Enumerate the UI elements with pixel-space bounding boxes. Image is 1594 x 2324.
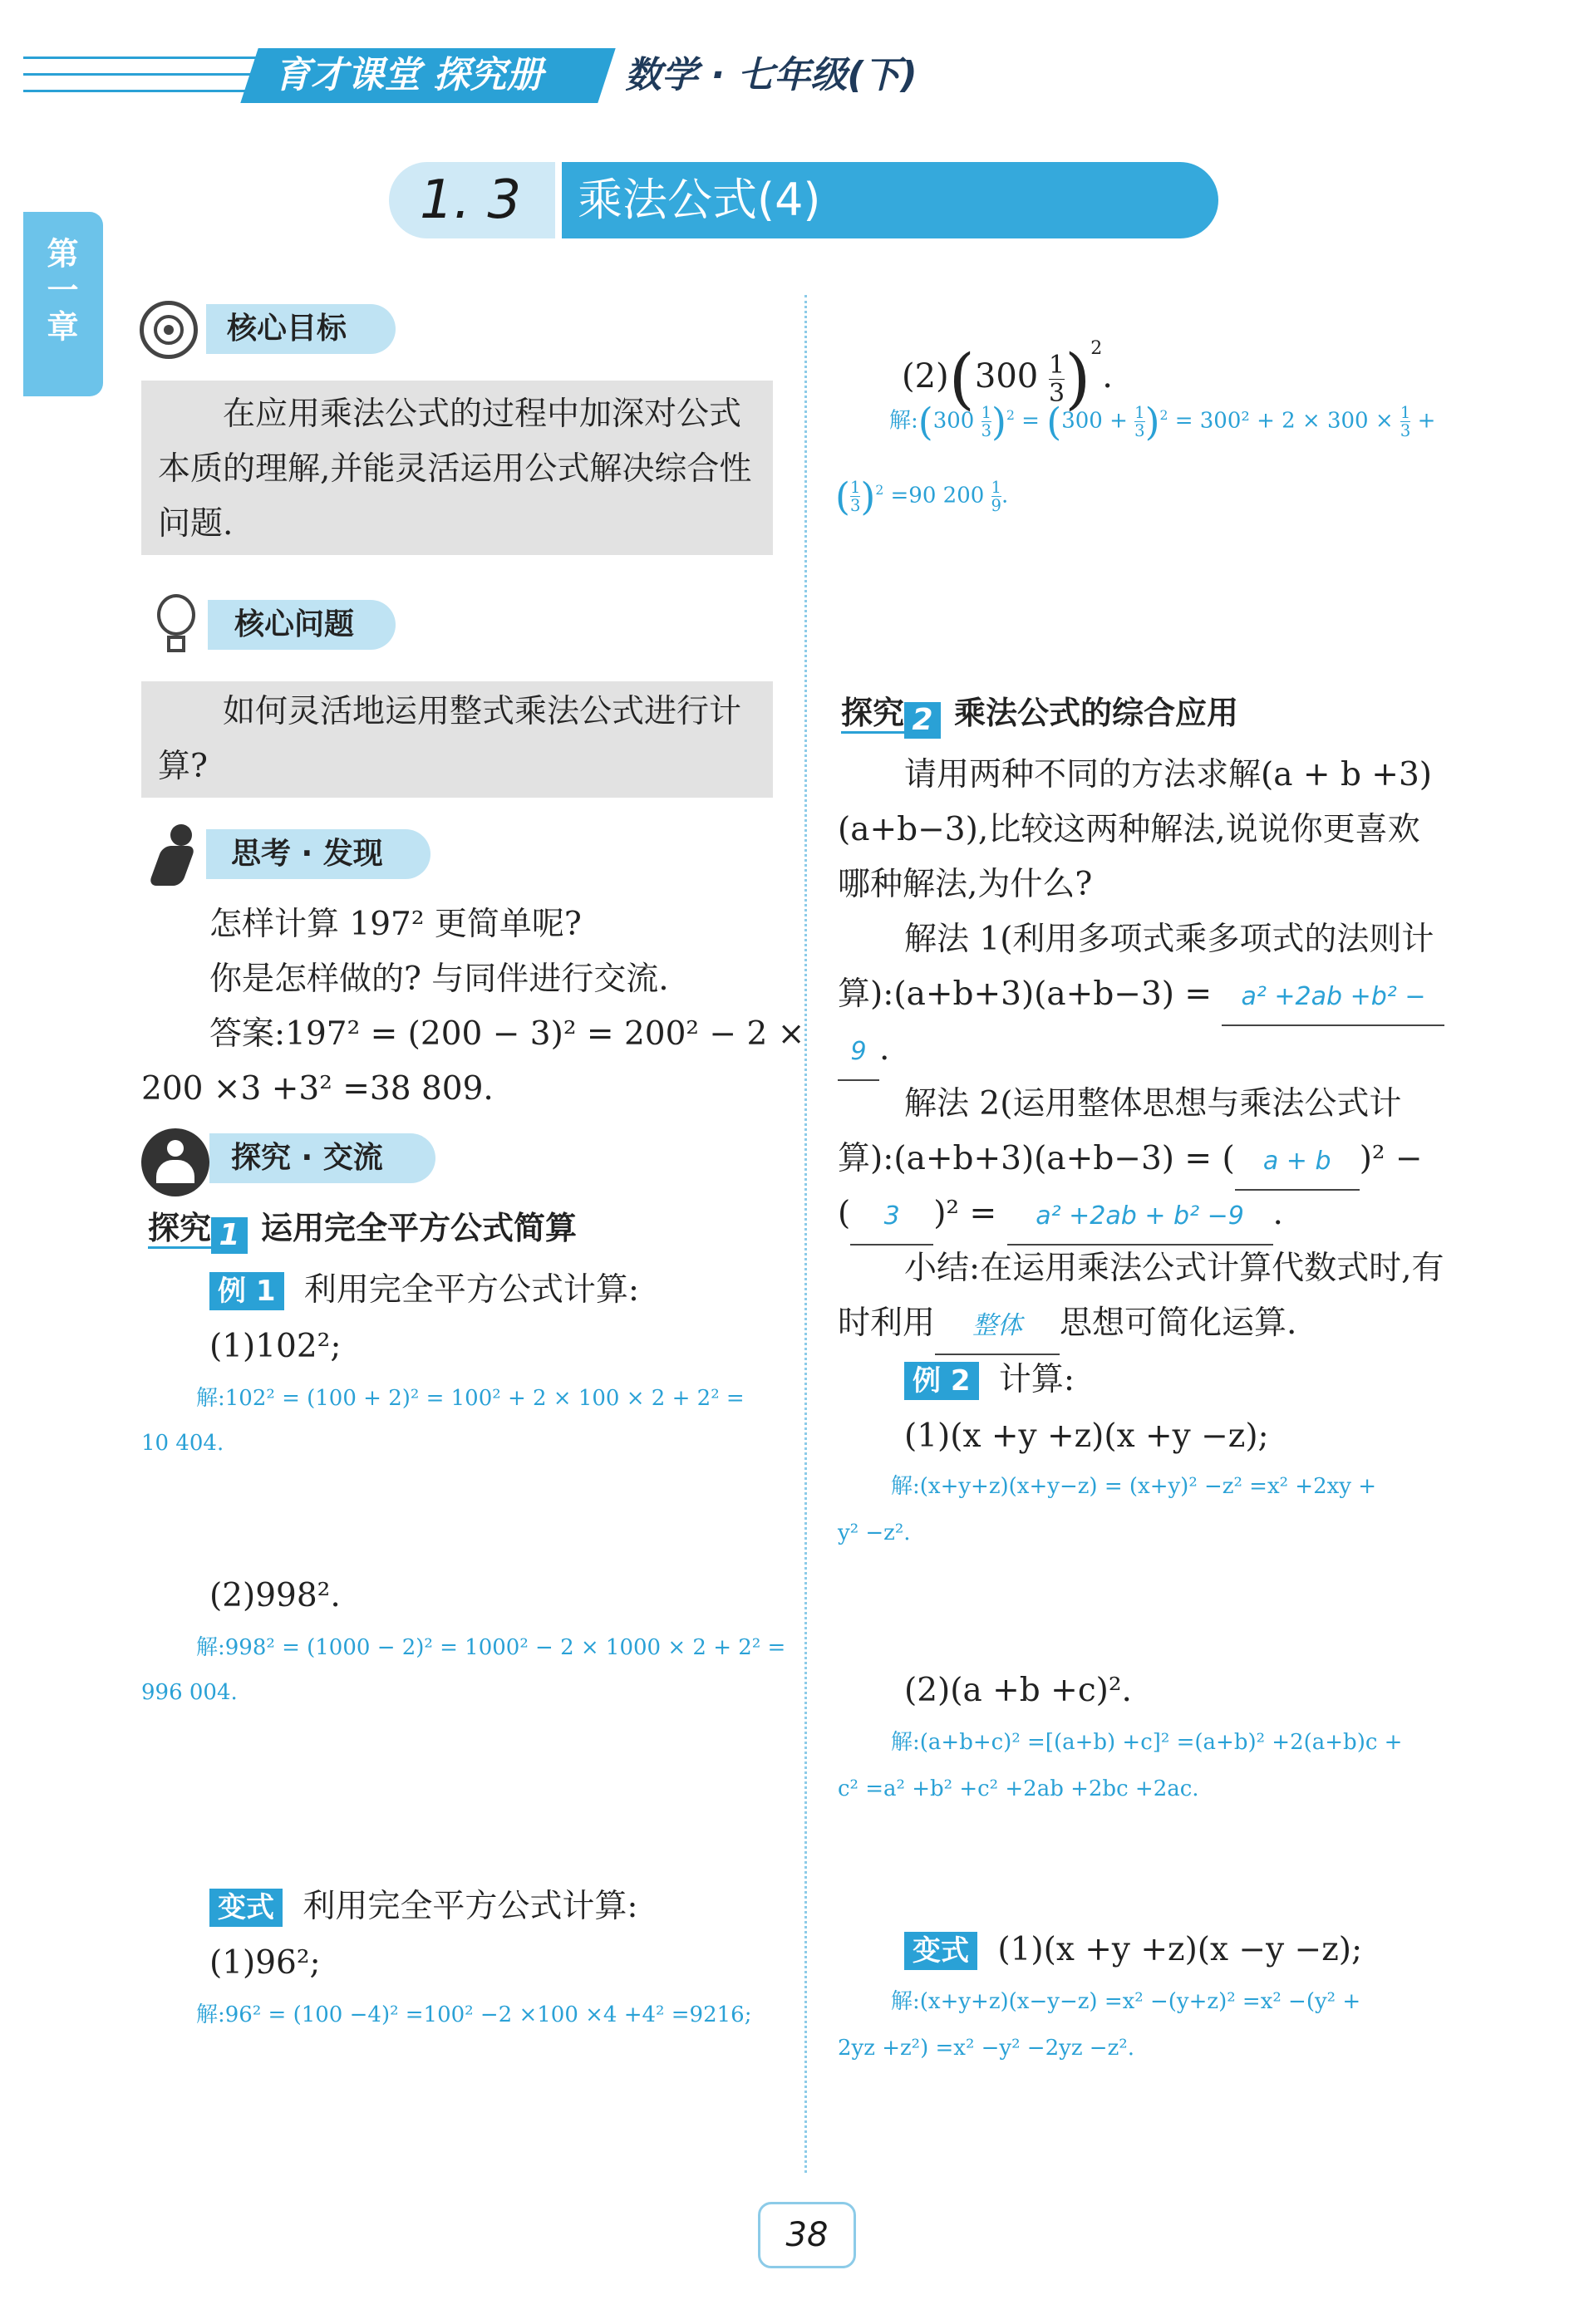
explore2-intro1: 请用两种不同的方法求解(a + b +3) — [904, 756, 1433, 794]
problem2: (2)998². — [209, 1577, 341, 1614]
method2-fill-b: 3 — [850, 1189, 933, 1246]
column-divider — [804, 295, 807, 2173]
variant1-problem: (1)96²; — [209, 1944, 321, 1982]
example2-answer2-line1: 解:(a+b+c)² =[(a+b) +c]² =(a+b)² +2(a+b)c + — [891, 1730, 1403, 1755]
summary-line1: 小结:在运用乘法公式计算代数式时,有 — [904, 1250, 1444, 1287]
problem3-den: 3 — [1048, 378, 1065, 408]
core-goal-pill — [206, 304, 396, 354]
lesson-title: 乘法公式(4) — [578, 174, 821, 226]
method2-prefix: 算):(a+b+3)(a+b−3) = ( — [838, 1140, 1235, 1177]
summary-suffix: 思想可简化运算. — [1060, 1304, 1297, 1342]
core-question-text: 如何灵活地运用整式乘法公式进行计算? — [158, 693, 742, 785]
problem3-num: 1 — [1048, 350, 1065, 380]
variant1-text: 利用完全平方公式计算: — [303, 1888, 638, 1925]
header-lines — [23, 50, 264, 100]
problem1: (1)102²; — [209, 1328, 342, 1365]
lesson-number: 1. 3 — [420, 170, 522, 231]
think-label: 思考 · 发现 — [231, 837, 383, 871]
method2-line2 — [838, 1132, 1423, 1191]
variant1-answer: 解:96² = (100 −4)² =100² −2 ×100 ×4 +4² =9216; — [196, 2002, 752, 2027]
method2-suffix: )² − — [1359, 1140, 1423, 1177]
header-series: 育才课堂 探究册 — [274, 54, 544, 96]
explore1-tag-num: 1 — [211, 1217, 248, 1254]
explore2-title: 乘法公式的综合应用 — [954, 695, 1239, 731]
core-goal-label: 核心目标 — [227, 312, 347, 346]
explore1-title: 运用完全平方公式简算 — [261, 1210, 578, 1246]
example2-problem1: (1)(x +y +z)(x +y −z); — [904, 1417, 1269, 1455]
answer3-prefix: 解: — [889, 408, 918, 434]
page-number-box — [758, 2202, 856, 2268]
method2-line3: ( 3 )² = a² +2ab + b² −9 . — [838, 1187, 1283, 1246]
method1-fill-b: 9 — [838, 1024, 879, 1081]
answer2-line2: 996 004. — [141, 1680, 238, 1705]
method2-fill-c: a² +2ab + b² −9 — [1007, 1189, 1273, 1246]
answer3-result-den: 9 — [991, 496, 1001, 516]
thinker-icon — [145, 823, 209, 889]
method1-fill-a: a² +2ab +b² − — [1222, 970, 1444, 1026]
think-answer-line1: 答案:197² = (200 − 3)² = 200² − 2 × — [209, 1015, 805, 1053]
explore2-heading — [841, 691, 1238, 735]
example1-text: 利用完全平方公式计算: — [303, 1271, 640, 1309]
explore1-tag-word: 探究 — [148, 1210, 211, 1249]
target-icon — [140, 301, 198, 359]
variant1-tag: 变式 — [209, 1889, 283, 1927]
core-question-box — [141, 681, 773, 798]
problem3-whole: 300 — [974, 357, 1039, 396]
answer3-suffix: =90 200 — [890, 483, 985, 509]
variant2-text: (1)(x +y +z)(x −y −z); — [997, 1931, 1363, 1968]
chapter-side-tab-label: 第一章 — [42, 237, 78, 346]
method1-line1: 解法 1(利用多项式乘多项式的法则计 — [904, 921, 1434, 958]
explore-pill — [209, 1133, 435, 1183]
method2-fill-a: a + b — [1235, 1134, 1360, 1191]
variant2-answer-line1: 解:(x+y+z)(x−y−z) =x² −(y+z)² =x² −(y² + — [891, 1989, 1361, 2014]
example2-answer1-line2: y² −z². — [838, 1521, 911, 1545]
variant2-tag: 变式 — [904, 1932, 977, 1970]
summary-prefix: 时利用 — [838, 1304, 936, 1342]
problem3: (2)(300 $\frac{1}{3}$ )$^2$. — [902, 338, 1113, 417]
core-question-pill — [208, 600, 396, 650]
explore1-heading — [148, 1206, 577, 1250]
explore2-intro2: (a+b−3),比较这两种解法,说说你更喜欢 — [838, 811, 1420, 848]
think-pill — [206, 829, 430, 879]
variant2-answer-line2: 2yz +z²) =x² −y² −2yz −z². — [838, 2036, 1134, 2061]
core-question-label: 核心问题 — [234, 607, 355, 641]
example1-line — [209, 1263, 639, 1318]
explore2-tag-word: 探究 — [841, 695, 904, 734]
example1-tag: 例 1 — [209, 1272, 284, 1310]
think-q1: 怎样计算 197² 更简单呢? — [209, 906, 582, 943]
example2-answer2-line2: c² =a² +b² +c² +2ab +2bc +2ac. — [838, 1776, 1199, 1801]
summary-line2 — [838, 1296, 1296, 1355]
variant2-line — [904, 1923, 1362, 1978]
explore2-intro3: 哪种解法,为什么? — [838, 866, 1093, 903]
answer3-line1: 解:(300 $\frac{1}{3}$ )$^2$ = (300 + $\frac{1}{3}$ )$^2$ = 300² + 2 × 300 × $\frac{1}{3}$ + — [889, 399, 1436, 445]
example2-line — [904, 1353, 1075, 1408]
think-answer-line2: 200 ×3 +3² =38 809. — [141, 1070, 494, 1108]
problem3-prefix: (2) — [902, 357, 949, 396]
method2-line1: 解法 2(运用整体思想与乘法公式计 — [904, 1085, 1402, 1123]
method1-line3: 9 . — [838, 1022, 889, 1081]
core-goal-box — [141, 381, 773, 555]
example2-text: 计算: — [998, 1361, 1075, 1398]
answer3-mid: = 300² + 2 × 300 × — [1174, 408, 1394, 434]
method1-prefix: 算):(a+b+3)(a+b−3) = — [838, 975, 1213, 1013]
answer1-line1: 解:102² = (100 + 2)² = 100² + 2 × 100 × 2 + 2² = — [196, 1386, 745, 1411]
group-icon — [141, 1128, 209, 1196]
answer1-line2: 10 404. — [141, 1431, 224, 1456]
summary-fill: 整体 — [935, 1299, 1060, 1355]
example2-problem2: (2)(a +b +c)². — [904, 1672, 1132, 1709]
header-subject: 数学 · 七年级(下) — [625, 54, 918, 96]
problem3-suffix: . — [1102, 357, 1113, 396]
think-q2: 你是怎样做的? 与同伴进行交流. — [209, 961, 669, 998]
lightbulb-icon — [145, 586, 204, 661]
explore2-tag-num: 2 — [904, 702, 941, 739]
method1-line2 — [838, 967, 1444, 1026]
chapter-side-tab — [23, 212, 103, 396]
example2-tag: 例 2 — [904, 1362, 979, 1400]
answer3-result-num: 1 — [991, 477, 1001, 497]
answer2-line1: 解:998² = (1000 − 2)² = 1000² − 2 × 1000 × 2 + 2² = — [196, 1635, 786, 1660]
example2-answer1-line1: 解:(x+y+z)(x+y−z) = (x+y)² −z² =x² +2xy + — [891, 1474, 1377, 1499]
page-number: 38 — [785, 2216, 829, 2254]
answer3-line2: ( $\frac{1}{3}$ )$^2$ =90 200 $\frac{1}{9}$ . — [835, 474, 1009, 519]
variant1-line — [209, 1879, 638, 1934]
core-goal-text: 在应用乘法公式的过程中加深对公式本质的理解,并能灵活运用公式解决综合性问题. — [158, 396, 752, 543]
explore-label: 探究 · 交流 — [231, 1141, 383, 1175]
